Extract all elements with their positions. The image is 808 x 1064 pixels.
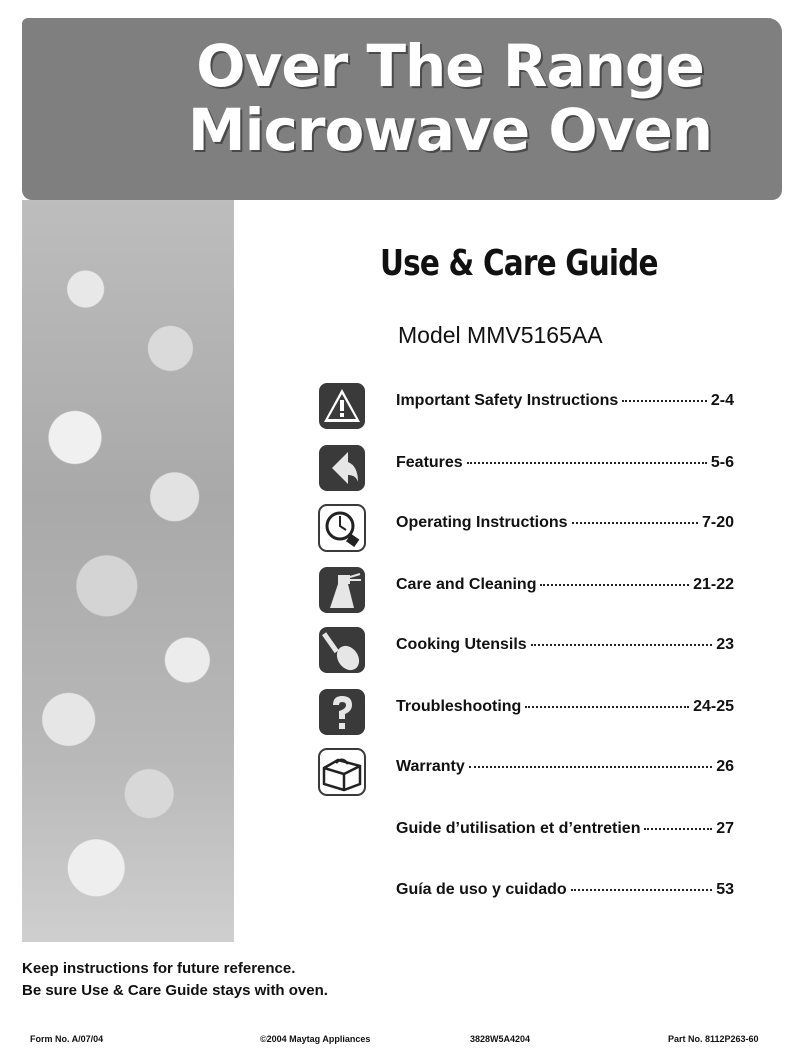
- turn-arrow-icon: [318, 444, 366, 492]
- toc-label: Care and Cleaning: [396, 576, 537, 593]
- toc-page: 21-22: [693, 576, 734, 593]
- toc-label: Guía de uso y cuidado: [396, 881, 567, 898]
- document-code: 3828W5A4204: [470, 1034, 531, 1044]
- toc-item-troubleshooting[interactable]: [318, 688, 738, 744]
- notice-line-2: Be sure Use & Care Guide stays with oven.: [22, 982, 328, 999]
- toc-page: 2-4: [710, 392, 734, 409]
- toc-label: Troubleshooting: [396, 698, 522, 715]
- toc-page: 27: [716, 820, 734, 837]
- copyright: ©2004 Maytag Appliances: [260, 1034, 371, 1044]
- toc-label: Warranty: [396, 758, 465, 775]
- toc-item-features[interactable]: [318, 444, 738, 500]
- toc-label: Important Safety Instructions: [396, 392, 619, 409]
- toc-page: 7-20: [701, 514, 734, 531]
- toc-item-french-guide[interactable]: [318, 810, 738, 866]
- toc-label: Cooking Utensils: [396, 636, 527, 653]
- spray-bottle-icon: [318, 566, 366, 614]
- toc-item-utensils[interactable]: [318, 626, 738, 682]
- popcorn-photo: [22, 200, 234, 942]
- question-mark-icon: [318, 688, 366, 736]
- title-line-2: Microwave Oven: [187, 96, 713, 164]
- toc-page: 5-6: [710, 454, 734, 471]
- toc-item-spanish-guide[interactable]: [318, 871, 738, 927]
- toc-item-warranty[interactable]: [318, 748, 738, 804]
- toc-item-safety[interactable]: [318, 382, 738, 438]
- spoon-icon: [318, 626, 366, 674]
- cover-title: [150, 34, 750, 162]
- guide-title: Use & Care Guide: [380, 243, 658, 284]
- form-number: Form No. A/07/04: [30, 1034, 104, 1044]
- part-number: Part No. 8112P263-60: [668, 1034, 759, 1044]
- toc-item-care[interactable]: [318, 566, 738, 622]
- light-bulb-icon: [318, 504, 366, 552]
- toc-page: 24-25: [693, 698, 734, 715]
- toc-page: 26: [716, 758, 734, 775]
- model-number: Model MMV5165AA: [398, 322, 603, 348]
- title-line-1: Over The Range: [196, 32, 704, 100]
- toc-label: Operating Instructions: [396, 514, 568, 531]
- toolbox-icon: [318, 748, 366, 796]
- toc-item-operating[interactable]: [318, 504, 738, 560]
- toc-label: Guide d’utilisation et d’entretien: [396, 820, 641, 837]
- toc-page: 53: [716, 881, 734, 898]
- toc-page: 23: [716, 636, 734, 653]
- warning-triangle-icon: [318, 382, 366, 430]
- notice-line-1: Keep instructions for future reference.: [22, 960, 296, 977]
- keep-instructions-notice: [22, 958, 328, 1002]
- toc-label: Features: [396, 454, 463, 471]
